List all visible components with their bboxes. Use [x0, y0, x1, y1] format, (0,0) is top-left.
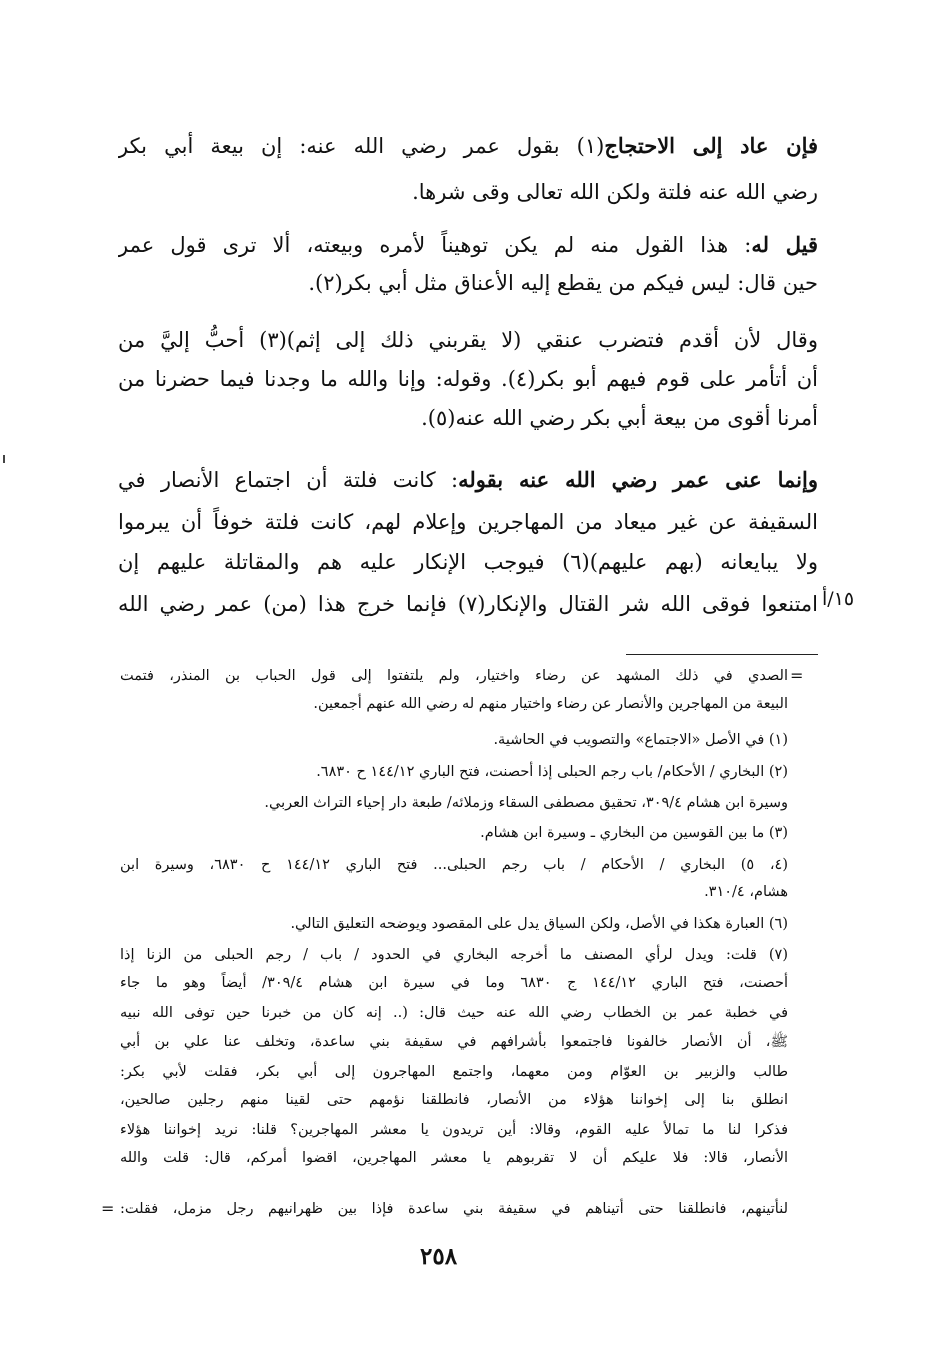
main-line-11: امتنعوا فوقى الله شر القتال والإنكار(٧) فإنما خرج هذا (من) عمر رضي الله — [118, 592, 818, 616]
main-line-9: السقيفة عن غير ميعاد من المهاجرين وإعلام لهم، كانت فلتة خوفاً أن يبرموا — [118, 510, 818, 534]
footnote-line-12: في خطبة عمر بن الخطاب رضي الله عنه حيث قال: (.. إنه كان من خبرنا حين توفى الله نبيه — [120, 1005, 788, 1021]
main-line-7: أمرنا أقوى من بيعة أبي بكر رضي الله عنه(٥). — [421, 406, 818, 430]
main-line-3: قيل له: هذا القول منه لم يكن توهيناً لأمره وبيعته، ألا ترى قول عمر — [118, 232, 818, 257]
footnote-separator — [626, 654, 818, 655]
main-line-5: وقال لأن أقدم فتضرب عنقي (لا يقربني ذلك إلى إثم)(٣) أحبُّ إليَّ من — [118, 328, 818, 352]
footnote-line-6: (٣) ما بين القوسين من البخاري ـ وسيرة ابن هشام. — [480, 825, 788, 841]
footnote-line-7: (٤، ٥) البخاري / الأحكام / باب رجم الحبلى... فتح الباري ١٤٤/١٢ ح ٦٨٣٠، وسيرة ابن — [120, 857, 788, 873]
footnote-line-15: انطلق بنا إلى إخواننا هؤلاء من الأنصار، فانطلقنا نؤمهم حتى لقينا منهم رجلين صالحين، — [120, 1092, 788, 1108]
footnote-line-13: ﷺ، أن الأنصار خالفونا فاجتمعوا بأشرافهم في سقيفة بني ساعدة، وتخلف عنا علي بن أبي — [120, 1034, 788, 1050]
main-line-2: رضي الله عنه فلتة ولكن الله تعالى وقى شرها. — [412, 180, 818, 204]
footnote-line-3: (١) في الأصل «الاجتماع» والتصويب في الحاشية. — [493, 732, 788, 748]
footnote-line-8: هشام، ٣١٠/٤. — [704, 884, 788, 900]
footnote-continuation-mark-end: = — [101, 1199, 115, 1218]
footnote-line-2: البيعة من المهاجرين والأنصار عن رضاء واختيار منهم له رضي الله عنهم أجمعين. — [313, 696, 788, 712]
main-line-8: وإنما عنى عمر رضي الله عنه بقوله: كانت فلتة أن اجتماع الأنصار في — [118, 467, 818, 492]
footnote-continuation-mark-start: = — [790, 666, 804, 685]
manuscript-folio-marker: ١٥/أ — [822, 588, 855, 610]
footnote-line-14: طالب والزبير بن العوّام ومن معهما، واجتمع المهاجرون إلى أبي بكر، فقلت لأبي بكر: — [120, 1064, 788, 1080]
page-number: ٢٥٨ — [420, 1243, 458, 1270]
footnote-line-5: وسيرة ابن هشام ٣٠٩/٤، تحقيق مصطفى السقاء وزملائه/ طبعة دار إحياء التراث العربي. — [264, 795, 788, 811]
footnote-line-4: (٢) البخاري / الأحكام/ باب رجم الحبلى إذا أحصنت، فتح الباري ١٤٤/١٢ ح ٦٨٣٠. — [316, 764, 788, 780]
main-line-10: ولا يبايعانه (بهم عليهم)(٦) فيوجب الإنكار عليه هم والمقاتلة عليهم إن — [118, 550, 818, 574]
footnote-line-1: الصدي في ذلك المشهد عن رضاء واختيار، ولم يلتفتوا إلى قول الحباب بن المنذر، فتمت — [120, 668, 788, 684]
footnote-line-16: فذكرا لنا ما تمالأ عليه القوم، وقالا: أين تريدون يا معشر المهاجرين؟ قلنا: نريد إخواننا هؤلاء — [120, 1122, 788, 1138]
main-line-1: فإن عاد إلى الاحتجاج(١) بقول عمر رضي الله عنه: إن بيعة أبي بكر — [118, 133, 818, 158]
footnote-line-10: (٧) قلت: ويدل لرأي المصنف ما أخرجه البخاري في الحدود / باب / رجم الحبلى من الزنا إذا — [120, 947, 788, 963]
main-line-4: حين قال: ليس فيكم من يقطع إليه الأعناق مثل أبي بكر(٢). — [308, 271, 818, 295]
footnote-line-9: (٦) العبارة هكذا في الأصل، ولكن السياق يدل على المقصود ويوضحه التعليق التالي. — [290, 916, 788, 932]
scan-speck — [3, 455, 5, 463]
main-line-6: أن أتأمر على قوم فيهم أبو بكر(٤). وقوله: وإنا والله ما وجدنا فيما حضرنا من — [118, 367, 818, 391]
footnote-line-18: لنأتينهم، فانطلقنا حتى أتيناهم في سقيفة بني ساعدة فإذا بين ظهرانيهم رجل مزمل، فقلت: — [120, 1201, 788, 1217]
footnote-line-11: أحصنت، فتح الباري ١٤٤/١٢ ج ٦٨٣٠ وما في سيرة ابن هشام ٣٠٩/٤/ أيضاً وهو ما جاء — [120, 975, 788, 991]
footnote-line-17: الأنصار، قالا: فلا عليكم أن لا تقربوهم يا معشر المهاجرين، اقضوا أمركم، قال: قلت والله — [120, 1150, 788, 1166]
